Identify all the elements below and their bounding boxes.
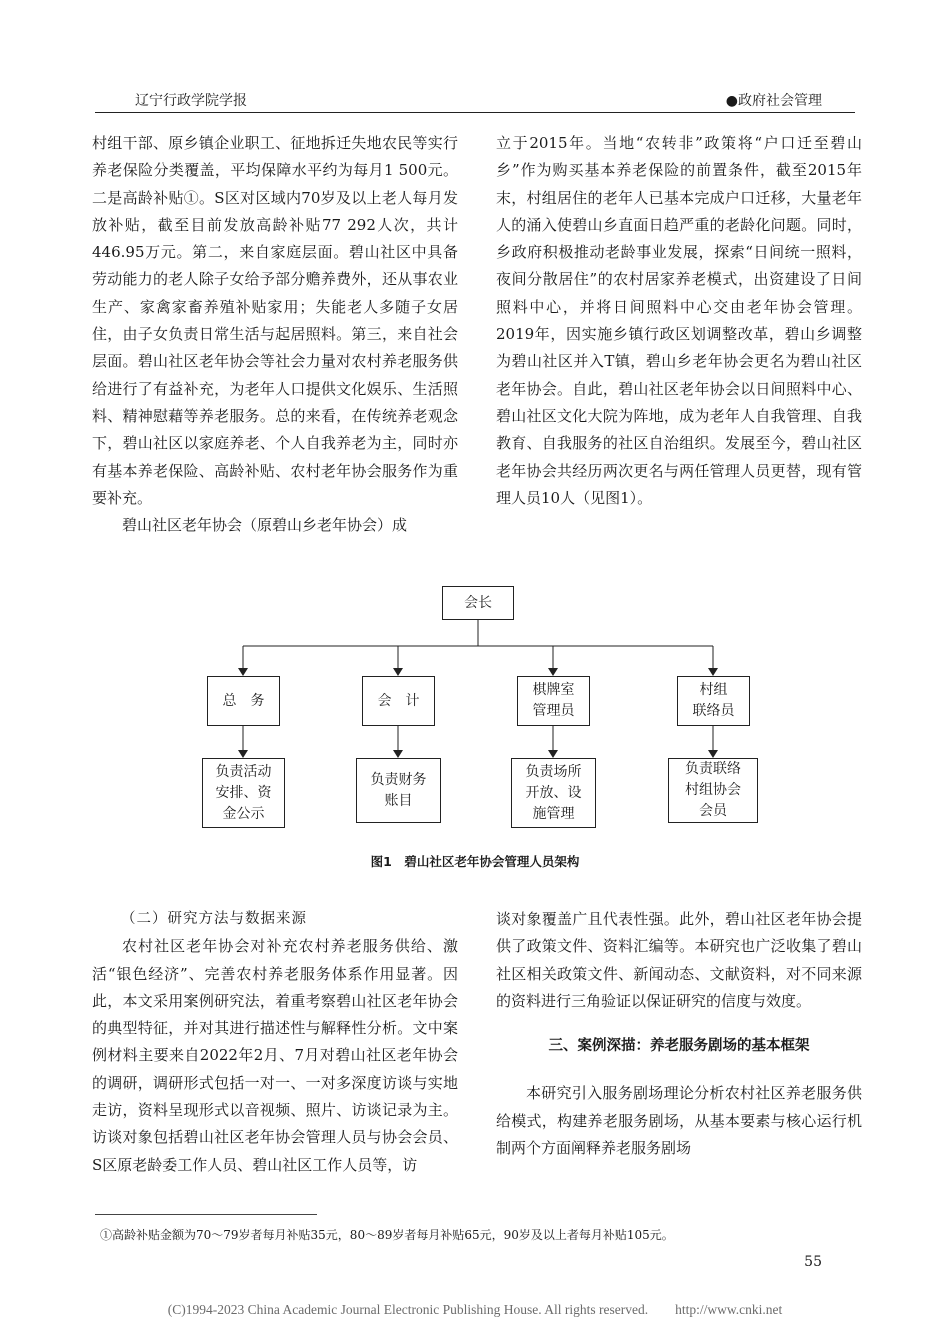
chart-node-duty: 负责活动 安排、资 金公示 <box>202 758 285 828</box>
org-chart <box>0 580 950 880</box>
arrow-head <box>548 668 558 676</box>
column-2 <box>496 130 862 512</box>
column-1 <box>92 130 458 539</box>
chart-node-duty: 负责财务 账目 <box>356 758 441 823</box>
column-4 <box>496 906 862 1162</box>
paragraph: 村组干部、原乡镇企业职工、征地拆迁失地农民等实行养老保险分类覆盖，平均保障水平约为每月1 500元。二是高龄补贴①。S区对区域内70岁及以上老人每月发放补贴，截至目前发放高龄补贴77 292人次，共计446.95万元。第二，来自家庭层面。碧山社区中具备劳动能力的老人除子女给予部分赡养费外，还从事农业生产、家禽家畜养殖补贴家用；失能老人多随子女居住，由子女负责日常生活与起居照料。第三，来自社会层面。碧山社区老年协会等社会力量对农村养老服务供给进行了有益补充，为老年人口提供文化娱乐、生活照料、精神慰藉等养老服务。总的来看，在传统养老观念下，碧山社区以家庭养老、个人自我养老为主，同时亦有基本养老保险、高龄补贴、农村老年协会服务作为重要补充。 <box>92 134 458 507</box>
chart-node-role: 会 计 <box>362 676 435 726</box>
journal-title: 辽宁行政学院学报 <box>135 93 247 109</box>
chart-node-duty: 负责联络 村组协会 会员 <box>668 758 758 823</box>
paragraph: 碧山社区老年协会（原碧山乡老年协会）成 <box>122 516 408 535</box>
arrow-head <box>708 750 718 758</box>
arrow-head <box>548 750 558 758</box>
chart-node-duty: 负责场所 开放、设 施管理 <box>511 758 596 828</box>
paragraph: 谈对象覆盖广且代表性强。此外，碧山社区老年协会提供了政策文件、资料汇编等。本研究也广泛收集了碧山社区相关政策文件、新闻动态、文献资料，对不同来源的资料进行三角验证以保证研究的信度与效度。 <box>496 910 862 1010</box>
arrow-head <box>393 750 403 758</box>
arrow-head <box>238 668 248 676</box>
copyright-notice: (C)1994-2023 China Academic Journal Electronic Publishing House. All rights reserved. http://www.cnki.net <box>167 1302 783 1317</box>
arrow-head <box>393 668 403 676</box>
figure-caption: 图1 碧山社区老年协会管理人员架构 <box>370 854 580 869</box>
footnote: ①高龄补贴金额为70～79岁者每月补贴35元，80～89岁者每月补贴65元，90岁及以上者每月补贴105元。 <box>100 1228 674 1242</box>
paragraph: 立于2015年。当地“农转非”政策将“户口迁至碧山乡”作为购买基本养老保险的前置条件，截至2015年末，村组居住的老年人已基本完成户口迁移，大量老年人的涌入使碧山乡直面日趋严重的老龄化问题。同时，乡政府积极推动老龄事业发展，探索“日间统一照料，夜间分散居住”的农村居家养老模式，出资建设了日间照料中心，并将日间照料中心交由老年协会管理。2019年，因实施乡镇行政区划调整改革，碧山乡调整为碧山社区并入T镇，碧山乡老年协会更名为碧山社区老年协会。自此，碧山社区老年协会以日间照料中心、碧山社区文化大院为阵地，成为老年人自我管理、自我教育、自我服务的社区自治组织。发展至今，碧山社区老年协会共经历两次更名与两任管理人员更替，现有管理人员10人（见图1）。 <box>496 134 862 507</box>
section-label: ●政府社会管理 <box>725 93 822 109</box>
page-number: 55 <box>804 1254 822 1270</box>
chart-node-role: 村组 联络员 <box>677 676 750 726</box>
footnote-rule <box>95 1214 317 1215</box>
subsection-heading: （二）研究方法与数据来源 <box>121 911 307 927</box>
chart-node-role: 总 务 <box>207 676 280 726</box>
chart-node-chairman: 会长 <box>442 586 514 620</box>
header-rule <box>95 112 855 113</box>
arrow-head <box>708 668 718 676</box>
chart-node-role: 棋牌室 管理员 <box>517 676 590 726</box>
paragraph: 农村社区老年协会对补充农村养老服务供给、激活“银色经济”、完善农村养老服务体系作用显著。因此，本文采用案例研究法，着重考察碧山社区老年协会的典型特征，并对其进行描述性与解释性分析。文中案例材料主要来自2022年2月、7月对碧山社区老年协会的调研，调研形式包括一对一、一对多深度访谈与实地走访，资料呈现形式以音视频、照片、访谈记录为主。访谈对象包括碧山社区老年协会管理人员与协会会员、S区原老龄委工作人员、碧山社区工作人员等，访 <box>92 937 458 1174</box>
arrow-head <box>238 750 248 758</box>
section-heading: 三、案例深描：养老服务剧场的基本框架 <box>548 1038 810 1055</box>
paragraph: 本研究引入服务剧场理论分析农村社区养老服务供给模式，构建养老服务剧场，从基本要素与核心运行机制两个方面阐释养老服务剧场 <box>496 1084 862 1158</box>
column-3 <box>92 906 458 1179</box>
